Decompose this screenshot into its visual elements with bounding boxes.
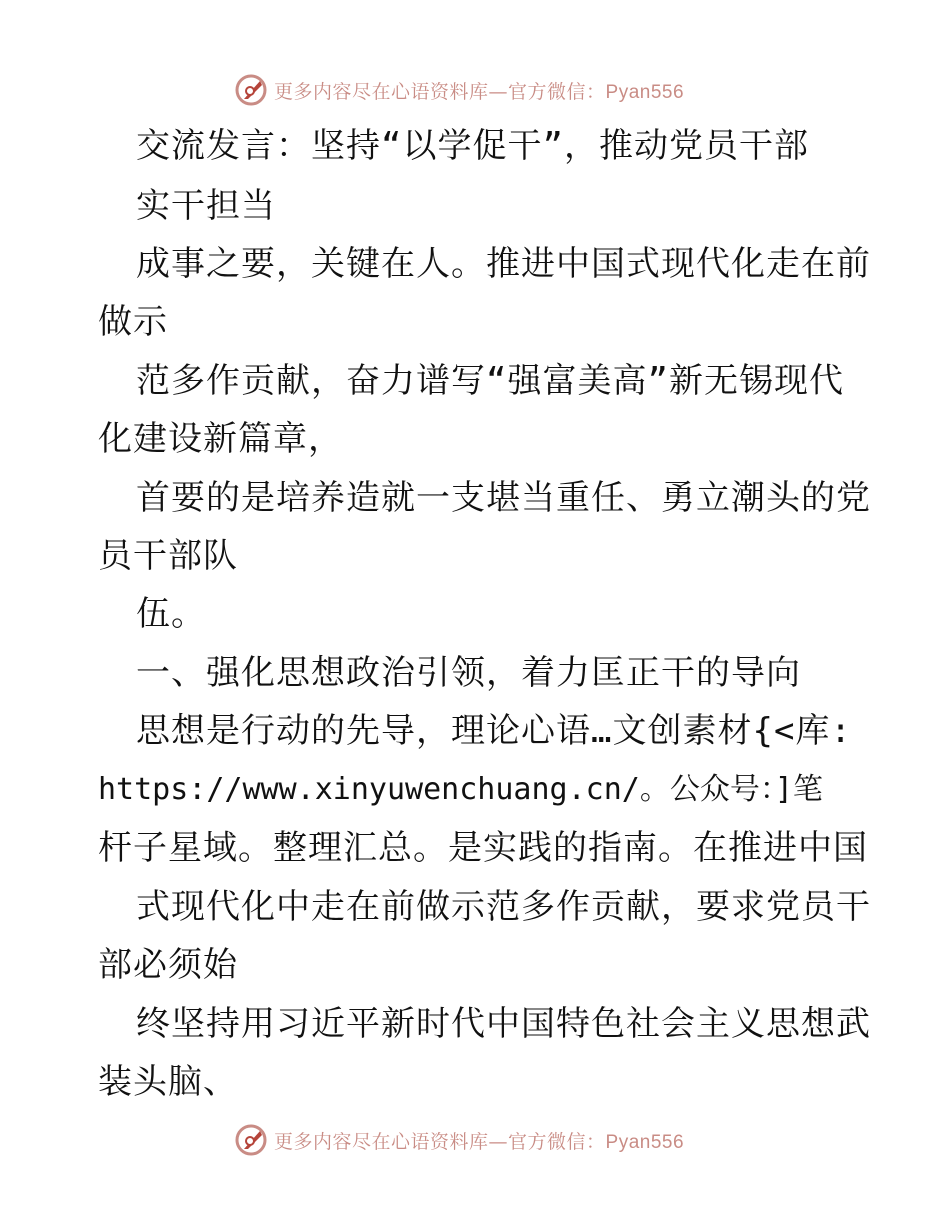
paragraph-line: 成事之要，关键在人。推进中国式现代化走在前 (136, 244, 871, 284)
paragraph-line: 伍。 (136, 594, 206, 634)
paragraph-line: 做示 (98, 302, 168, 342)
watermark-text: 更多内容尽在心语资料库—官方微信：Pyan556 (274, 1130, 685, 1153)
paragraph-line: 化建设新篇章， (98, 419, 343, 459)
paragraph-line: https://www.xinyuwenchuang.cn/。公众号：]笔 (98, 772, 823, 807)
paragraph-line: 式现代化中走在前做示范多作贡献，要求党员干 (136, 887, 871, 927)
watermark-text: 更多内容尽在心语资料库—官方微信：Pyan556 (274, 80, 685, 103)
quill-logo-icon (234, 1123, 268, 1157)
doc-title-line: 交流发言：坚持“以学促干”，推动党员干部 (136, 126, 809, 166)
section-heading: 一、强化思想政治引领，着力匡正干的导向 (136, 653, 801, 693)
quill-logo-icon (234, 73, 268, 107)
paragraph-line: 装头脑、 (98, 1062, 238, 1102)
doc-title-line: 实干担当 (136, 186, 276, 226)
paragraph-line: 首要的是培养造就一支堪当重任、勇立潮头的党 (136, 478, 871, 518)
paragraph-line: 员干部队 (98, 536, 238, 576)
header-watermark (234, 72, 684, 108)
paragraph-line: 终坚持用习近平新时代中国特色社会主义思想武 (136, 1004, 871, 1044)
paragraph-line: 思想是行动的先导，理论心语…文创素材{<库: (136, 711, 852, 751)
footer-watermark (234, 1122, 684, 1158)
paragraph-line: 范多作贡献，奋力谱写“强富美高”新无锡现代 (136, 361, 844, 401)
paragraph-line: 部必须始 (98, 945, 238, 985)
paragraph-line: 杆子星域。整理汇总。是实践的指南。在推进中国 (98, 828, 868, 868)
